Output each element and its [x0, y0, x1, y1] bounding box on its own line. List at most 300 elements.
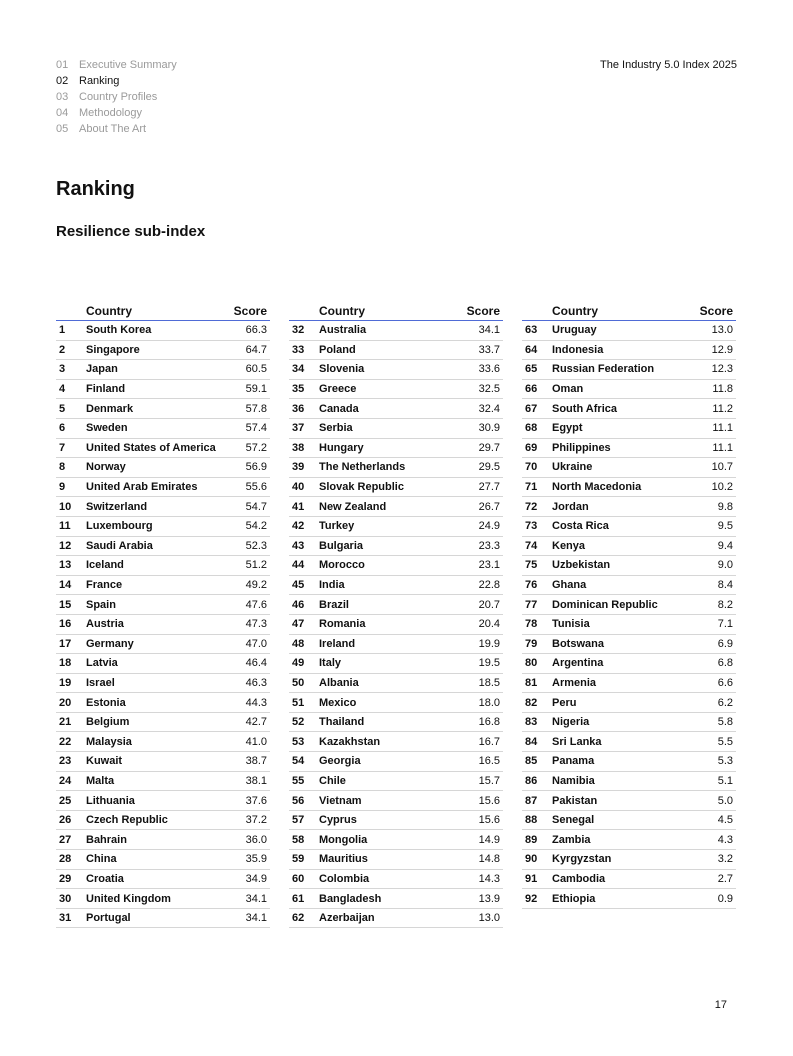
score-cell: 11.8 [712, 383, 733, 396]
country-cell: Cambodia [552, 872, 606, 885]
table-row [56, 615, 270, 635]
score-cell: 59.1 [245, 383, 267, 396]
table-row [56, 654, 270, 674]
country-cell: Sweden [86, 422, 128, 435]
country-cell: Bahrain [86, 833, 127, 846]
table-row [289, 713, 503, 733]
toc-number: 04 [56, 107, 69, 119]
rank-cell: 69 [525, 441, 538, 454]
ranking-table-2 [289, 302, 503, 928]
country-cell: South Africa [552, 402, 617, 415]
score-cell: 13.0 [478, 912, 500, 925]
table-row [522, 497, 736, 517]
country-cell: Belgium [86, 716, 130, 729]
rank-cell: 33 [292, 343, 305, 356]
score-cell: 20.4 [478, 618, 500, 631]
toc-number: 01 [56, 59, 69, 71]
rank-cell: 23 [59, 755, 72, 768]
rank-cell: 78 [525, 618, 538, 631]
header-score: Score [466, 304, 500, 318]
table-row [56, 850, 270, 870]
table-row [522, 791, 736, 811]
score-cell: 13.0 [711, 324, 733, 337]
score-cell: 56.9 [245, 461, 267, 474]
rank-cell: 5 [59, 402, 66, 415]
table-row [522, 537, 736, 557]
rank-cell: 80 [525, 657, 538, 670]
rank-cell: 25 [59, 794, 72, 807]
country-cell: Vietnam [319, 794, 362, 807]
country-cell: Ghana [552, 579, 587, 592]
toc-item-executive-summary[interactable] [56, 57, 177, 73]
rank-cell: 35 [292, 383, 305, 396]
country-cell: Finland [86, 383, 126, 396]
score-cell: 8.2 [717, 598, 733, 611]
score-cell: 36.0 [245, 833, 267, 846]
table-row [56, 909, 270, 929]
rank-cell: 15 [59, 598, 72, 611]
score-cell: 42.7 [245, 716, 267, 729]
table-row [56, 517, 270, 537]
table-row [522, 595, 736, 615]
country-cell: United Kingdom [86, 892, 171, 905]
table-row [289, 615, 503, 635]
table-row [56, 674, 270, 694]
rank-cell: 66 [525, 383, 538, 396]
score-cell: 6.6 [717, 676, 733, 689]
country-cell: Latvia [86, 657, 118, 670]
rank-cell: 60 [292, 872, 305, 885]
table-row [522, 713, 736, 733]
score-cell: 9.4 [717, 539, 733, 552]
table-row [289, 399, 503, 419]
toc-label: About The Art [79, 123, 147, 135]
score-cell: 47.6 [245, 598, 267, 611]
country-cell: Japan [86, 363, 118, 376]
country-cell: Cyprus [319, 814, 357, 827]
table-row [56, 752, 270, 772]
score-cell: 41.0 [245, 735, 267, 748]
toc-item-ranking[interactable] [56, 73, 177, 89]
table-row [522, 654, 736, 674]
table-row [522, 478, 736, 498]
rank-cell: 74 [525, 539, 538, 552]
rank-cell: 55 [292, 774, 305, 787]
table-header [56, 302, 270, 321]
rank-cell: 84 [525, 735, 538, 748]
score-cell: 10.7 [711, 461, 733, 474]
table-row [56, 811, 270, 831]
rank-cell: 2 [59, 343, 66, 356]
toc-number: 05 [56, 123, 69, 135]
score-cell: 16.7 [478, 735, 500, 748]
score-cell: 34.1 [245, 912, 267, 925]
header-score: Score [233, 304, 267, 318]
rank-cell: 28 [59, 853, 72, 866]
table-row [522, 732, 736, 752]
country-cell: Poland [319, 343, 356, 356]
rank-cell: 8 [59, 461, 66, 474]
page-title: Ranking [56, 178, 135, 200]
country-cell: Australia [319, 324, 367, 337]
country-cell: United Arab Emirates [86, 481, 198, 494]
country-cell: Estonia [86, 696, 126, 709]
table-row [522, 399, 736, 419]
country-cell: Peru [552, 696, 577, 709]
country-cell: Bulgaria [319, 539, 364, 552]
table-row [56, 830, 270, 850]
table-row [522, 341, 736, 361]
table-row [56, 439, 270, 459]
rank-cell: 36 [292, 402, 305, 415]
rank-cell: 21 [59, 716, 72, 729]
score-cell: 57.2 [245, 441, 267, 454]
country-cell: Malta [86, 774, 115, 787]
country-cell: Serbia [319, 422, 353, 435]
score-cell: 9.5 [717, 520, 733, 533]
country-cell: Norway [86, 461, 126, 474]
rank-cell: 73 [525, 520, 538, 533]
table-row [56, 595, 270, 615]
country-cell: Luxembourg [86, 520, 153, 533]
table-row [56, 791, 270, 811]
rank-cell: 64 [525, 343, 538, 356]
score-cell: 6.2 [717, 696, 733, 709]
score-cell: 38.7 [245, 755, 267, 768]
rank-cell: 22 [59, 735, 72, 748]
score-cell: 5.3 [717, 755, 733, 768]
country-cell: Indonesia [552, 343, 604, 356]
rank-cell: 7 [59, 441, 66, 454]
document-title: The Industry 5.0 Index 2025 [600, 59, 737, 71]
country-cell: Oman [552, 383, 584, 396]
header-country: Country [86, 304, 132, 318]
country-cell: Israel [86, 676, 115, 689]
toc-label: Ranking [79, 75, 120, 87]
country-cell: The Netherlands [319, 461, 406, 474]
score-cell: 4.5 [717, 814, 733, 827]
rank-cell: 48 [292, 637, 305, 650]
country-cell: Lithuania [86, 794, 135, 807]
table-row [522, 556, 736, 576]
rank-cell: 41 [292, 500, 305, 513]
rank-cell: 58 [292, 833, 305, 846]
toc-label: Country Profiles [79, 91, 158, 103]
score-cell: 14.3 [478, 872, 500, 885]
score-cell: 46.3 [245, 676, 267, 689]
table-row [289, 635, 503, 655]
score-cell: 20.7 [478, 598, 500, 611]
rank-cell: 17 [59, 637, 72, 650]
score-cell: 9.0 [717, 559, 733, 572]
score-cell: 5.8 [717, 716, 733, 729]
score-cell: 6.8 [717, 657, 733, 670]
table-row [289, 830, 503, 850]
toc-label: Executive Summary [79, 59, 177, 71]
rank-cell: 4 [59, 383, 66, 396]
rank-cell: 42 [292, 520, 305, 533]
rank-cell: 51 [292, 696, 305, 709]
rank-cell: 16 [59, 618, 72, 631]
table-row [289, 693, 503, 713]
rank-cell: 53 [292, 735, 305, 748]
score-cell: 32.4 [478, 402, 500, 415]
rank-cell: 68 [525, 422, 538, 435]
country-cell: Hungary [319, 441, 364, 454]
rank-cell: 75 [525, 559, 538, 572]
score-cell: 15.6 [478, 814, 500, 827]
rank-cell: 81 [525, 676, 538, 689]
toc-item-methodology[interactable] [56, 105, 177, 121]
score-cell: 37.2 [245, 814, 267, 827]
rank-cell: 63 [525, 324, 538, 337]
score-cell: 12.9 [711, 343, 733, 356]
rank-cell: 32 [292, 324, 305, 337]
score-cell: 5.5 [717, 735, 733, 748]
table-row [522, 674, 736, 694]
country-cell: Italy [319, 657, 342, 670]
rank-cell: 1 [59, 324, 66, 337]
toc-number: 02 [56, 75, 69, 87]
rank-cell: 65 [525, 363, 538, 376]
table-row [289, 517, 503, 537]
score-cell: 5.0 [717, 794, 733, 807]
table-row [522, 321, 736, 341]
country-cell: Switzerland [86, 500, 148, 513]
table-row [522, 517, 736, 537]
country-cell: Portugal [86, 912, 131, 925]
score-cell: 11.2 [712, 402, 733, 415]
score-cell: 5.1 [717, 774, 733, 787]
score-cell: 9.8 [717, 500, 733, 513]
rank-cell: 30 [59, 892, 72, 905]
rank-cell: 43 [292, 539, 305, 552]
rank-cell: 34 [292, 363, 305, 376]
rank-cell: 70 [525, 461, 538, 474]
country-cell: Tunisia [552, 618, 590, 631]
rank-cell: 6 [59, 422, 66, 435]
table-row [289, 341, 503, 361]
rank-cell: 12 [59, 539, 72, 552]
country-cell: Ethiopia [552, 892, 596, 905]
country-cell: Senegal [552, 814, 595, 827]
score-cell: 51.2 [245, 559, 267, 572]
rank-cell: 3 [59, 363, 66, 376]
table-row [56, 419, 270, 439]
country-cell: Zambia [552, 833, 591, 846]
score-cell: 49.2 [245, 579, 267, 592]
country-cell: Albania [319, 676, 359, 689]
rank-cell: 85 [525, 755, 538, 768]
score-cell: 66.3 [245, 324, 267, 337]
rank-cell: 37 [292, 422, 305, 435]
table-row [289, 870, 503, 890]
score-cell: 3.2 [717, 853, 733, 866]
score-cell: 29.5 [478, 461, 500, 474]
table-row [522, 439, 736, 459]
table-row [289, 674, 503, 694]
country-cell: North Macedonia [552, 481, 642, 494]
rank-cell: 76 [525, 579, 538, 592]
table-row [56, 576, 270, 596]
toc-number: 03 [56, 91, 69, 103]
score-cell: 54.7 [245, 500, 267, 513]
rank-cell: 40 [292, 481, 305, 494]
score-cell: 19.5 [478, 657, 500, 670]
score-cell: 33.7 [478, 343, 500, 356]
score-cell: 6.9 [717, 637, 733, 650]
rank-cell: 38 [292, 441, 305, 454]
country-cell: Ireland [319, 637, 356, 650]
table-of-contents [56, 57, 177, 137]
table-row [289, 654, 503, 674]
country-cell: Panama [552, 755, 595, 768]
rank-cell: 72 [525, 500, 538, 513]
country-cell: Argentina [552, 657, 604, 670]
toc-item-about-the-art[interactable] [56, 121, 177, 137]
score-cell: 14.8 [478, 853, 500, 866]
score-cell: 44.3 [245, 696, 267, 709]
country-cell: Kazakhstan [319, 735, 381, 748]
score-cell: 18.5 [478, 676, 500, 689]
country-cell: Kyrgyzstan [552, 853, 612, 866]
table-row [289, 439, 503, 459]
rank-cell: 89 [525, 833, 538, 846]
score-cell: 64.7 [245, 343, 267, 356]
country-cell: Namibia [552, 774, 595, 787]
country-cell: Brazil [319, 598, 349, 611]
table-row [522, 576, 736, 596]
rank-cell: 29 [59, 872, 72, 885]
country-cell: Pakistan [552, 794, 598, 807]
score-cell: 57.8 [245, 402, 267, 415]
table-row [56, 889, 270, 909]
score-cell: 34.1 [245, 892, 267, 905]
country-cell: Chile [319, 774, 346, 787]
header-country: Country [319, 304, 365, 318]
score-cell: 60.5 [245, 363, 267, 376]
header-country: Country [552, 304, 598, 318]
table-row [56, 537, 270, 557]
country-cell: China [86, 853, 117, 866]
country-cell: Kuwait [86, 755, 123, 768]
country-cell: Denmark [86, 402, 134, 415]
rank-cell: 79 [525, 637, 538, 650]
country-cell: Mexico [319, 696, 357, 709]
country-cell: Azerbaijan [319, 912, 375, 925]
rank-cell: 39 [292, 461, 305, 474]
rank-cell: 90 [525, 853, 538, 866]
score-cell: 23.3 [478, 539, 500, 552]
rank-cell: 45 [292, 579, 305, 592]
score-cell: 16.5 [478, 755, 500, 768]
score-cell: 8.4 [717, 579, 733, 592]
score-cell: 12.3 [711, 363, 733, 376]
country-cell: South Korea [86, 324, 152, 337]
table-row [56, 635, 270, 655]
table-row [522, 419, 736, 439]
toc-item-country-profiles[interactable] [56, 89, 177, 105]
rank-cell: 88 [525, 814, 538, 827]
table-row [289, 752, 503, 772]
rank-cell: 57 [292, 814, 305, 827]
table-row [289, 321, 503, 341]
country-cell: India [319, 579, 345, 592]
table-header [289, 302, 503, 321]
table-row [522, 870, 736, 890]
score-cell: 19.9 [478, 637, 500, 650]
country-cell: Nigeria [552, 716, 590, 729]
score-cell: 57.4 [245, 422, 267, 435]
country-cell: Georgia [319, 755, 361, 768]
rank-cell: 31 [59, 912, 72, 925]
table-row [289, 419, 503, 439]
table-row [289, 811, 503, 831]
rank-cell: 9 [59, 481, 66, 494]
table-row [289, 537, 503, 557]
table-row [289, 360, 503, 380]
rank-cell: 86 [525, 774, 538, 787]
country-cell: Mauritius [319, 853, 368, 866]
table-row [56, 478, 270, 498]
country-cell: Saudi Arabia [86, 539, 153, 552]
country-cell: Austria [86, 618, 124, 631]
country-cell: Canada [319, 402, 359, 415]
rank-cell: 18 [59, 657, 72, 670]
score-cell: 32.5 [478, 383, 500, 396]
table-row [56, 458, 270, 478]
country-cell: United States of America [86, 441, 216, 454]
score-cell: 15.7 [478, 774, 500, 787]
table-row [289, 909, 503, 929]
table-row [289, 595, 503, 615]
country-cell: Philippines [552, 441, 611, 454]
score-cell: 34.9 [245, 872, 267, 885]
rank-cell: 91 [525, 872, 538, 885]
table-row [56, 341, 270, 361]
table-row [289, 791, 503, 811]
rank-cell: 26 [59, 814, 72, 827]
country-cell: Mongolia [319, 833, 368, 846]
country-cell: Singapore [86, 343, 140, 356]
rank-cell: 20 [59, 696, 72, 709]
table-row [522, 615, 736, 635]
rank-cell: 87 [525, 794, 538, 807]
table-row [522, 889, 736, 909]
table-row [289, 889, 503, 909]
toc-label: Methodology [79, 107, 142, 119]
country-cell: Costa Rica [552, 520, 609, 533]
country-cell: Greece [319, 383, 357, 396]
country-cell: Iceland [86, 559, 124, 572]
score-cell: 16.8 [478, 716, 500, 729]
score-cell: 24.9 [478, 520, 500, 533]
table-row [522, 360, 736, 380]
page-number: 17 [714, 999, 727, 1011]
rank-cell: 92 [525, 892, 538, 905]
rank-cell: 59 [292, 853, 305, 866]
table-row [522, 850, 736, 870]
country-cell: Colombia [319, 872, 370, 885]
country-cell: Slovak Republic [319, 481, 404, 494]
table-row [289, 458, 503, 478]
rank-cell: 27 [59, 833, 72, 846]
table-row [56, 556, 270, 576]
table-row [289, 576, 503, 596]
score-cell: 27.7 [478, 481, 500, 494]
score-cell: 37.6 [245, 794, 267, 807]
table-header [522, 302, 736, 321]
